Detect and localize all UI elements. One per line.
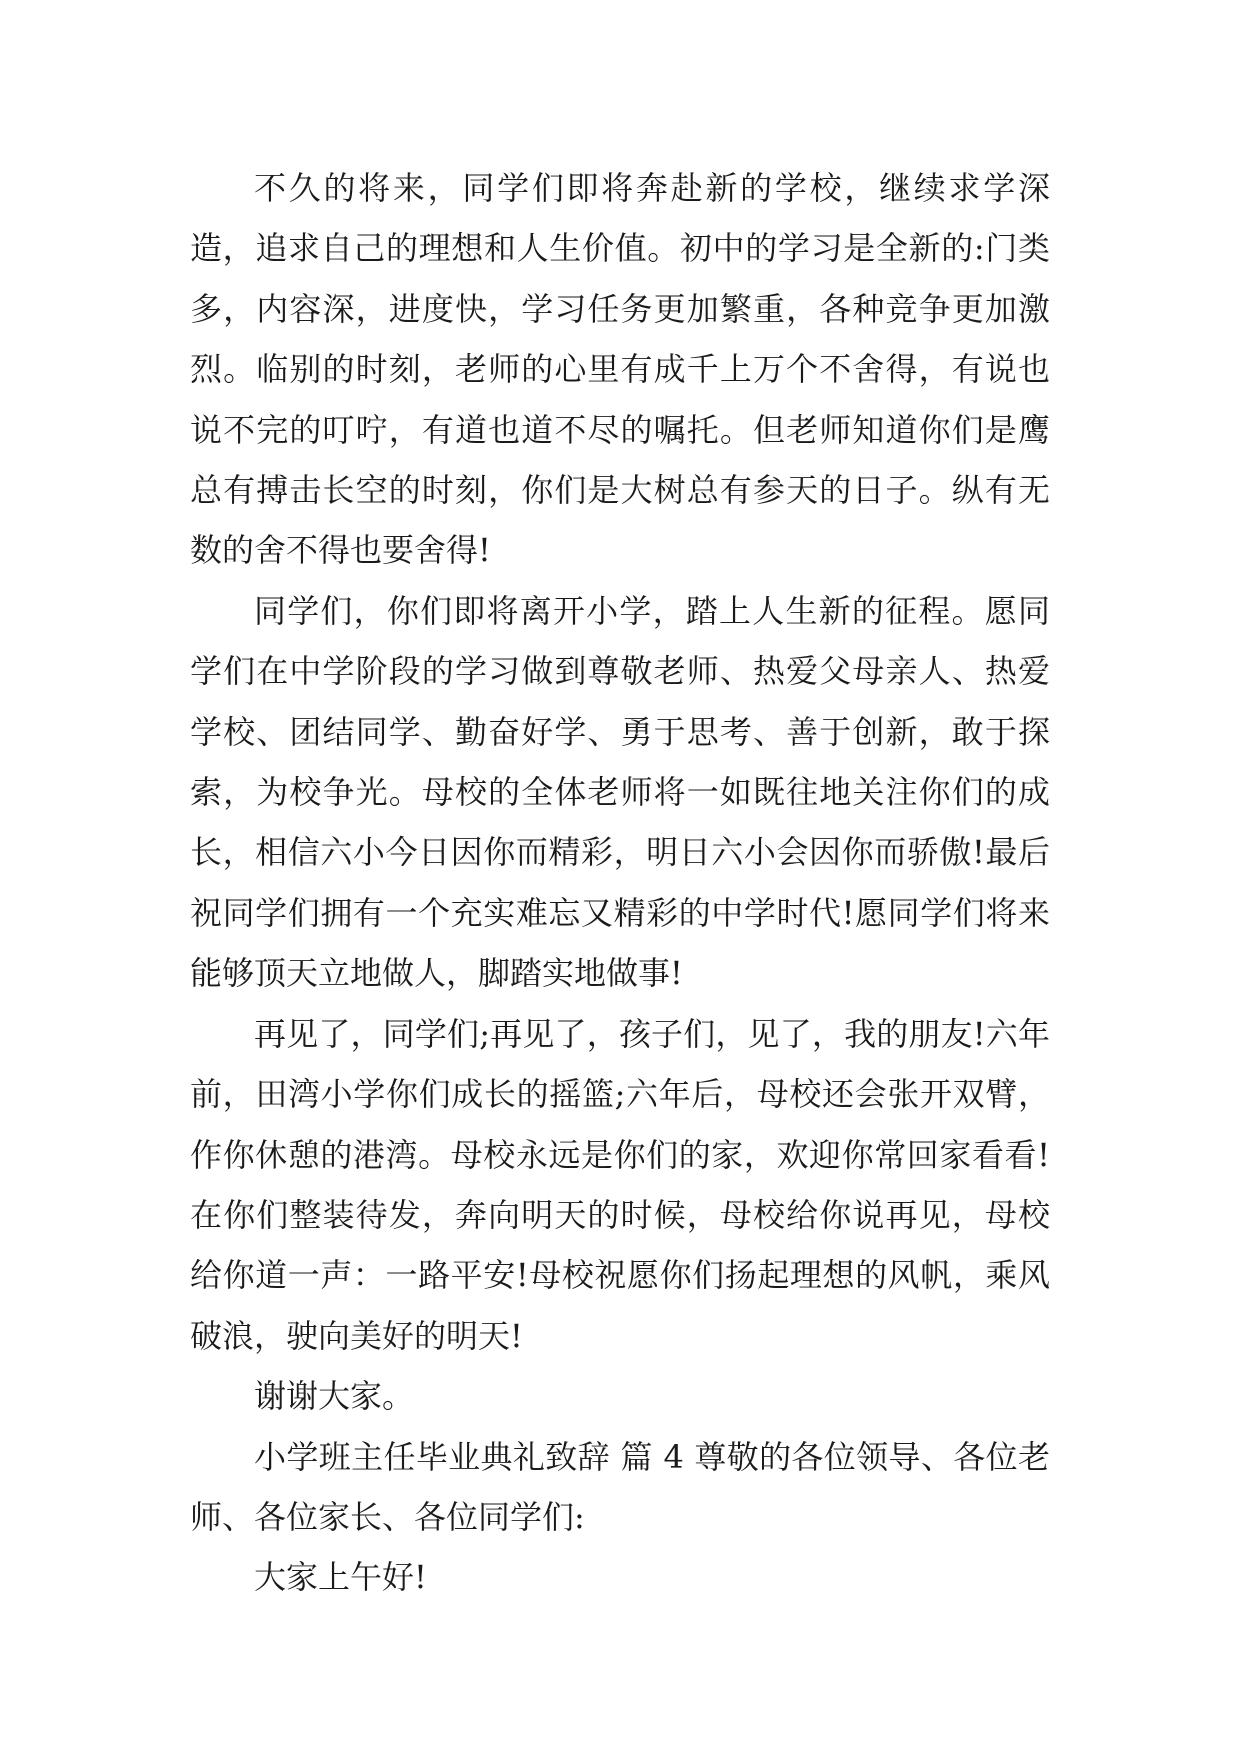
paragraph-2: 同学们，你们即将离开小学，踏上人生新的征程。愿同学们在中学阶段的学习做到尊敬老师、热爱父母亲人、热爱学校、团结同学、勤奋好学、勇于思考、善于创新，敢于探索，为校争光。母校的全体老师将一如既往地关注你们的成长，相信六小今日因你而精彩，明日六小会因你而骄傲!最后祝同学们拥有一个充实难忘又精彩的中学时代!愿同学们将来能够顶天立地做人，脚踏实地做事! bbox=[190, 591, 1050, 993]
paragraph-1: 不久的将来，同学们即将奔赴新的学校，继续求学深造，追求自己的理想和人生价值。初中的学习是全新的:门类多，内容深，进度快，学习任务更加繁重，各种竞争更加激烈。临别的时刻，老师的心里有成千上万个不舍得，有说也说不完的叮咛，有道也道不尽的嘱托。但老师知道你们是鹰总有搏击长空的时刻，你们是大树总有参天的日子。纵有无数的舍不得也要舍得! bbox=[190, 169, 1050, 570]
paragraph-3: 再见了，同学们;再见了，孩子们，见了，我的朋友!六年前，田湾小学你们成长的摇篮;六年后，母校还会张开双臂，作你休憩的港湾。母校永远是你们的家，欢迎你常回家看看!在你们整装待发，奔向明天的时候，母校给你说再见，母校给你道一声：一路平安!母校祝愿你们扬起理想的风帆，乘风破浪，驶向美好的明天! bbox=[190, 1014, 1050, 1355]
paragraph-5: 小学班主任毕业典礼致辞 篇 4 尊敬的各位领导、各位老师、各位家长、各位同学们: bbox=[190, 1437, 1050, 1536]
document-body bbox=[190, 158, 1050, 1608]
paragraph-4: 谢谢大家。 bbox=[254, 1377, 415, 1416]
paragraph-6: 大家上午好! bbox=[254, 1558, 427, 1597]
